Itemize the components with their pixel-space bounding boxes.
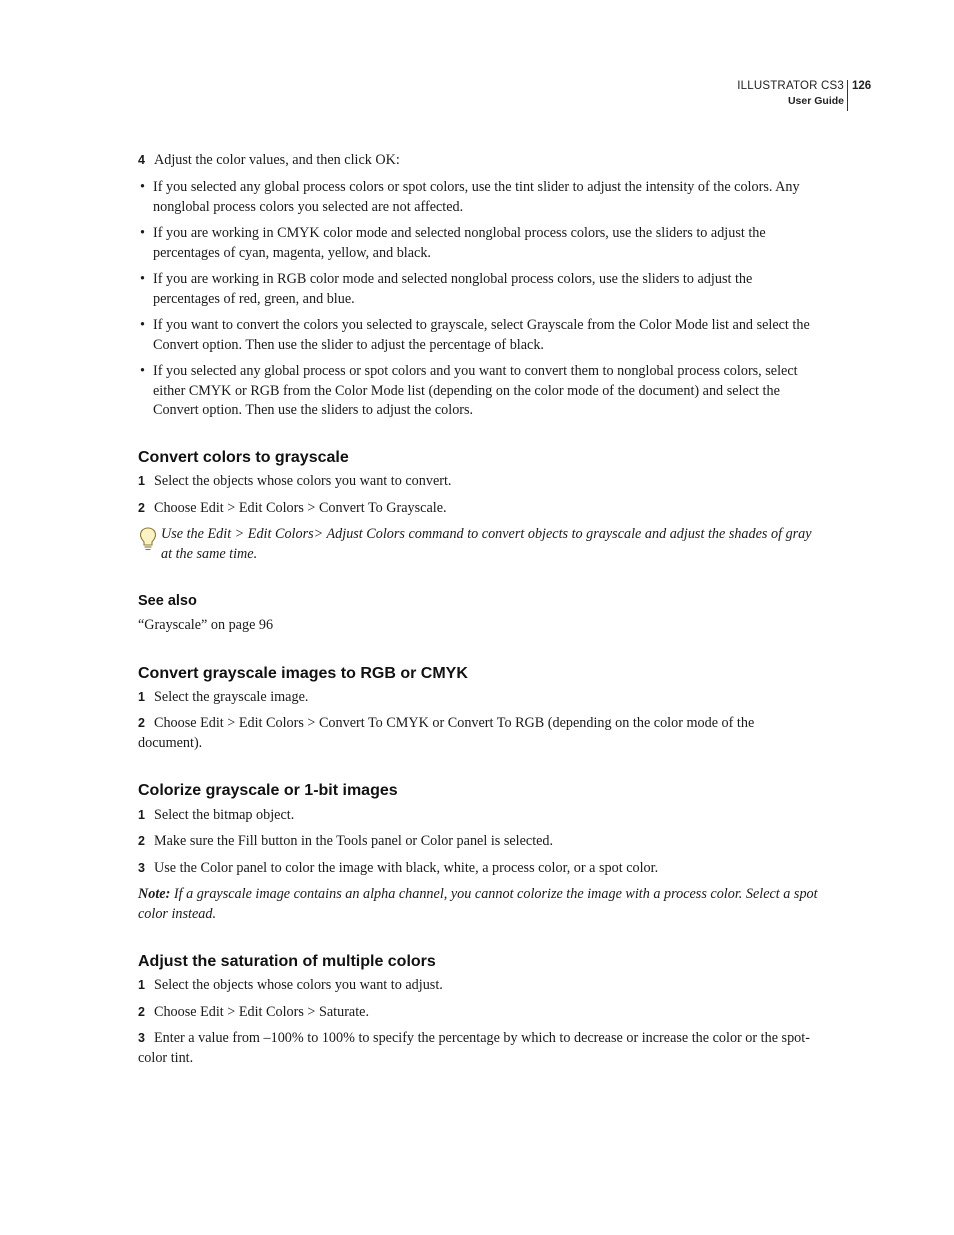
step-text: Make sure the Fill button in the Tools panel or Color panel is selected. (154, 833, 554, 849)
step-1 (138, 688, 818, 708)
header-title: ILLUSTRATOR CS3 (737, 80, 844, 92)
step-number: 1 (138, 978, 145, 992)
bullet-marker: • (140, 317, 145, 333)
step-3 (138, 1029, 818, 1068)
step-1 (138, 806, 818, 826)
bullet-item (138, 362, 818, 421)
step-number: 2 (138, 716, 145, 730)
step-number: 4 (138, 153, 145, 167)
section-heading: Colorize grayscale or 1-bit images (138, 782, 398, 799)
step-text: Select the objects whose colors you want to convert. (154, 473, 452, 489)
bullet-marker: • (140, 179, 145, 195)
bullet-item (138, 316, 818, 355)
step-text: Choose Edit > Edit Colors > Convert To Grayscale. (154, 500, 447, 516)
step-number: 1 (138, 690, 145, 704)
step-number: 2 (138, 501, 145, 515)
see-also-heading: See also (138, 593, 197, 609)
step-text: Adjust the color values, and then click OK: (154, 152, 400, 168)
step-text: Enter a value from –100% to 100% to specify the percentage by which to decrease or increase the color or the spot-color tint. (138, 1030, 810, 1066)
step-text: Select the bitmap object. (154, 807, 295, 823)
see-also-link[interactable]: “Grayscale” on page 96 (138, 617, 274, 633)
step-number: 1 (138, 808, 145, 822)
step-2 (138, 499, 818, 519)
header-divider (847, 80, 848, 111)
step-text: Choose Edit > Edit Colors > Saturate. (154, 1004, 370, 1020)
bullet-text: If you want to convert the colors you selected to grayscale, select Grayscale from the Color Mode list and select the Convert option. Then use the slider to adjust the percentage of black. (153, 317, 810, 353)
section-heading: Adjust the saturation of multiple colors (138, 953, 436, 970)
step-1 (138, 472, 818, 492)
bullet-marker: • (140, 363, 145, 379)
bullet-text: If you are working in CMYK color mode and selected nonglobal process colors, use the sliders to adjust the percentages of cyan, magenta, yellow, and black. (153, 225, 766, 261)
step-2 (138, 714, 818, 753)
step-number: 2 (138, 834, 145, 848)
step-text: Select the objects whose colors you want to adjust. (154, 977, 443, 993)
bullet-text: If you selected any global process colors or spot colors, use the tint slider to adjust the intensity of the colors. Any nonglobal process colors you selected are not affected. (153, 179, 800, 215)
header-subtitle: User Guide (787, 95, 844, 107)
step-number: 2 (138, 1005, 145, 1019)
note-label: Note: (138, 886, 171, 902)
bullet-text: If you are working in RGB color mode and selected nonglobal process colors, use the sliders to adjust the percentages of red, green, and blue. (153, 271, 753, 307)
page-number: 126 (852, 80, 872, 92)
step-number: 3 (138, 861, 145, 875)
step-3 (138, 859, 818, 879)
step-text: Select the grayscale image. (154, 689, 309, 705)
step-number: 3 (138, 1031, 145, 1045)
note-block (138, 885, 818, 924)
tip-text: Use the Edit > Edit Colors> Adjust Colors command to convert objects to grayscale and adjust the shades of gray at the same time. (161, 526, 812, 562)
bullet-item (138, 224, 818, 263)
step-text: Use the Color panel to color the image with black, white, a process color, or a spot color. (154, 860, 659, 876)
bullet-marker: • (140, 271, 145, 287)
tip-block (138, 525, 818, 564)
step-1 (138, 976, 818, 996)
bullet-item (138, 178, 818, 217)
bullet-text: If you selected any global process or spot colors and you want to convert them to nonglobal process colors, select either CMYK or RGB from the Color Mode list (depending on the color mode of the document) and select the Convert option. Then use the sliders to adjust the colors. (153, 363, 798, 418)
bullet-marker: • (140, 225, 145, 241)
note-text: If a grayscale image contains an alpha channel, you cannot colorize the image with a process color. Select a spot color instead. (138, 886, 818, 922)
step-number: 1 (138, 474, 145, 488)
bullet-item (138, 270, 818, 309)
lightbulb-icon (138, 525, 158, 553)
step-2 (138, 1003, 818, 1023)
step-4 (138, 151, 818, 171)
running-header (737, 78, 844, 108)
step-2 (138, 832, 818, 852)
section-heading: Convert colors to grayscale (138, 449, 349, 466)
step-text: Choose Edit > Edit Colors > Convert To CMYK or Convert To RGB (depending on the color mode of the document). (138, 715, 755, 751)
section-heading: Convert grayscale images to RGB or CMYK (138, 665, 468, 682)
